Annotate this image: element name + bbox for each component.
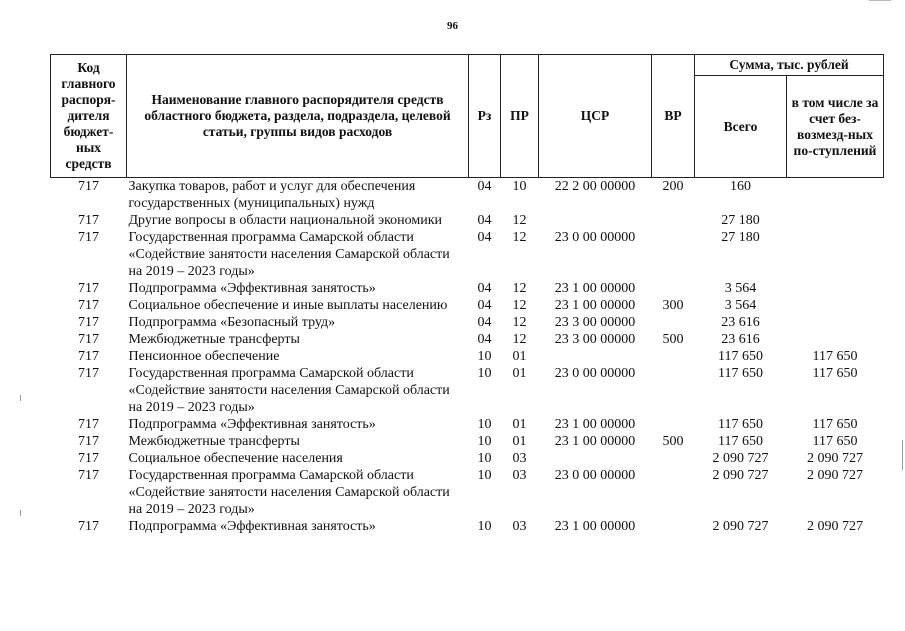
- cell-total: 2 090 727: [712, 468, 769, 483]
- scan-artifact-dot: [20, 510, 21, 516]
- table-header: [51, 55, 884, 178]
- table-row: [51, 518, 884, 535]
- cell-rz: 10: [477, 468, 492, 483]
- cell-csr: 23 0 00 00000: [554, 230, 636, 245]
- cell-code: 717: [78, 349, 99, 364]
- cell-free: [787, 297, 884, 314]
- cell-code: 717: [78, 468, 99, 483]
- cell-total: 23 616: [721, 332, 760, 347]
- cell-pr: 01: [512, 417, 527, 432]
- cell-rz: 04: [477, 230, 492, 245]
- table-body: [51, 178, 884, 536]
- header-free: в том числе за счет без-возмезд-ных по-ступлений: [787, 76, 884, 178]
- scan-artifact-line: [869, 0, 891, 1]
- cell-csr: 23 0 00 00000: [554, 366, 636, 381]
- cell-pr: 12: [512, 298, 527, 313]
- cell-vr: [652, 467, 695, 518]
- table-row: [51, 297, 884, 314]
- cell-total: 2 090 727: [712, 519, 769, 534]
- header-code: Код главного распоря-дителя бюджет-ных средств: [51, 55, 127, 178]
- cell-rz: 04: [477, 315, 492, 330]
- cell-vr: [652, 280, 695, 297]
- cell-rz: 10: [477, 417, 492, 432]
- cell-code: 717: [78, 213, 99, 228]
- cell-csr: 23 1 00 00000: [554, 434, 636, 449]
- cell-csr: [539, 450, 652, 467]
- table-row: [51, 229, 884, 280]
- cell-name: Государственная программа Самарской области «Содействие занятости населения Самарской области на 2019 – 2023 годы»: [128, 366, 450, 415]
- cell-vr: 200: [662, 179, 684, 194]
- cell-csr: 23 3 00 00000: [554, 332, 636, 347]
- cell-code: 717: [78, 451, 99, 466]
- header-sum: Сумма, тыс. рублей: [695, 55, 884, 76]
- header-total: Всего: [695, 76, 787, 178]
- table-row: [51, 178, 884, 213]
- cell-rz: 04: [477, 298, 492, 313]
- cell-free: 117 650: [812, 366, 858, 381]
- cell-csr: 23 0 00 00000: [554, 468, 636, 483]
- cell-rz: 04: [477, 281, 492, 296]
- cell-name: Государственная программа Самарской области «Содействие занятости населения Самарской области на 2019 – 2023 годы»: [128, 230, 450, 279]
- cell-vr: [652, 229, 695, 280]
- cell-free: [787, 280, 884, 297]
- cell-free: 2 090 727: [807, 468, 863, 483]
- table-row: [51, 416, 884, 433]
- cell-total: 3 564: [724, 298, 757, 313]
- budget-table: [50, 54, 884, 535]
- cell-name: Государственная программа Самарской области «Содействие занятости населения Самарской области на 2019 – 2023 годы»: [128, 468, 450, 517]
- table-row: [51, 331, 884, 348]
- cell-vr: [652, 348, 695, 365]
- cell-pr: 01: [512, 349, 527, 364]
- cell-name: Пенсионное обеспечение: [128, 349, 280, 364]
- cell-rz: 10: [477, 434, 492, 449]
- cell-vr: 300: [662, 298, 684, 313]
- cell-vr: [652, 212, 695, 229]
- cell-rz: 10: [477, 451, 492, 466]
- cell-free: 2 090 727: [807, 519, 863, 534]
- cell-csr: 22 2 00 00000: [554, 179, 636, 194]
- cell-free: [787, 331, 884, 348]
- cell-total: 160: [730, 179, 751, 194]
- cell-pr: 01: [512, 366, 527, 381]
- cell-vr: [652, 518, 695, 535]
- cell-name: Межбюджетные трансферты: [128, 332, 300, 347]
- table-row: [51, 348, 884, 365]
- cell-code: 717: [78, 315, 99, 330]
- header-csr: ЦСР: [539, 55, 652, 178]
- cell-free: 117 650: [812, 417, 858, 432]
- cell-total: 117 650: [718, 349, 763, 364]
- cell-csr: 23 1 00 00000: [554, 281, 636, 296]
- cell-name: Межбюджетные трансферты: [128, 434, 300, 449]
- cell-total: 3 564: [724, 281, 757, 296]
- cell-pr: 03: [512, 519, 527, 534]
- cell-pr: 10: [512, 179, 527, 194]
- cell-rz: 10: [477, 349, 492, 364]
- cell-name: Закупка товаров, работ и услуг для обеспечения государственных (муниципальных) нужд: [128, 179, 416, 211]
- cell-code: 717: [78, 179, 99, 194]
- scan-artifact-dot: [20, 395, 21, 401]
- header-pr: ПР: [501, 55, 539, 178]
- cell-free: 117 650: [812, 434, 858, 449]
- cell-csr: 23 1 00 00000: [554, 298, 636, 313]
- cell-pr: 01: [512, 434, 527, 449]
- header-vr: ВР: [652, 55, 695, 178]
- table-row: [51, 212, 884, 229]
- scan-artifact-dot: [902, 440, 903, 470]
- cell-rz: 10: [477, 519, 492, 534]
- cell-total: 117 650: [718, 434, 763, 449]
- table-row: [51, 314, 884, 331]
- cell-total: 27 180: [721, 213, 760, 228]
- cell-pr: 12: [512, 315, 527, 330]
- cell-total: 2 090 727: [712, 451, 769, 466]
- cell-rz: 04: [477, 179, 492, 194]
- cell-rz: 04: [477, 332, 492, 347]
- cell-csr: 23 3 00 00000: [554, 315, 636, 330]
- cell-name: Социальное обеспечение и иные выплаты населению: [128, 298, 448, 313]
- cell-name: Социальное обеспечение населения: [128, 451, 343, 466]
- cell-total: 23 616: [721, 315, 760, 330]
- cell-pr: 12: [512, 230, 527, 245]
- cell-total: 117 650: [718, 366, 763, 381]
- table-row: [51, 450, 884, 467]
- cell-pr: 03: [512, 468, 527, 483]
- header-name: Наименование главного распорядителя средств областного бюджета, раздела, подраздела, целевой статьи, группы видов расходов: [127, 55, 469, 178]
- cell-code: 717: [78, 230, 99, 245]
- cell-vr: [652, 416, 695, 433]
- table-row: [51, 365, 884, 416]
- cell-name: Подпрограмма «Эффективная занятость»: [128, 417, 376, 432]
- header-rz: Рз: [469, 55, 501, 178]
- page-number: 96: [447, 20, 458, 32]
- cell-free: [787, 229, 884, 280]
- cell-rz: 04: [477, 213, 492, 228]
- cell-pr: 12: [512, 281, 527, 296]
- cell-vr: 500: [662, 332, 684, 347]
- cell-csr: [539, 212, 652, 229]
- cell-vr: [652, 365, 695, 416]
- cell-free: [787, 178, 884, 213]
- cell-pr: 03: [512, 451, 527, 466]
- table-row: [51, 433, 884, 450]
- cell-code: 717: [78, 332, 99, 347]
- cell-csr: [539, 348, 652, 365]
- cell-free: [787, 212, 884, 229]
- table-row: [51, 467, 884, 518]
- cell-vr: [652, 450, 695, 467]
- cell-pr: 12: [512, 213, 527, 228]
- cell-free: 117 650: [812, 349, 858, 364]
- table-row: [51, 280, 884, 297]
- cell-name: Другие вопросы в области национальной экономики: [128, 213, 443, 228]
- cell-name: Подпрограмма «Эффективная занятость»: [128, 281, 376, 296]
- cell-csr: 23 1 00 00000: [554, 519, 636, 534]
- cell-rz: 10: [477, 366, 492, 381]
- cell-free: 2 090 727: [807, 451, 863, 466]
- cell-code: 717: [78, 519, 99, 534]
- cell-name: Подпрограмма «Безопасный труд»: [128, 315, 336, 330]
- cell-vr: [652, 314, 695, 331]
- cell-total: 27 180: [721, 230, 760, 245]
- cell-code: 717: [78, 434, 99, 449]
- cell-code: 717: [78, 298, 99, 313]
- cell-code: 717: [78, 417, 99, 432]
- cell-name: Подпрограмма «Эффективная занятость»: [128, 519, 376, 534]
- cell-csr: 23 1 00 00000: [554, 417, 636, 432]
- cell-total: 117 650: [718, 417, 763, 432]
- cell-code: 717: [78, 281, 99, 296]
- cell-code: 717: [78, 366, 99, 381]
- cell-vr: 500: [662, 434, 684, 449]
- cell-free: [787, 314, 884, 331]
- cell-pr: 12: [512, 332, 527, 347]
